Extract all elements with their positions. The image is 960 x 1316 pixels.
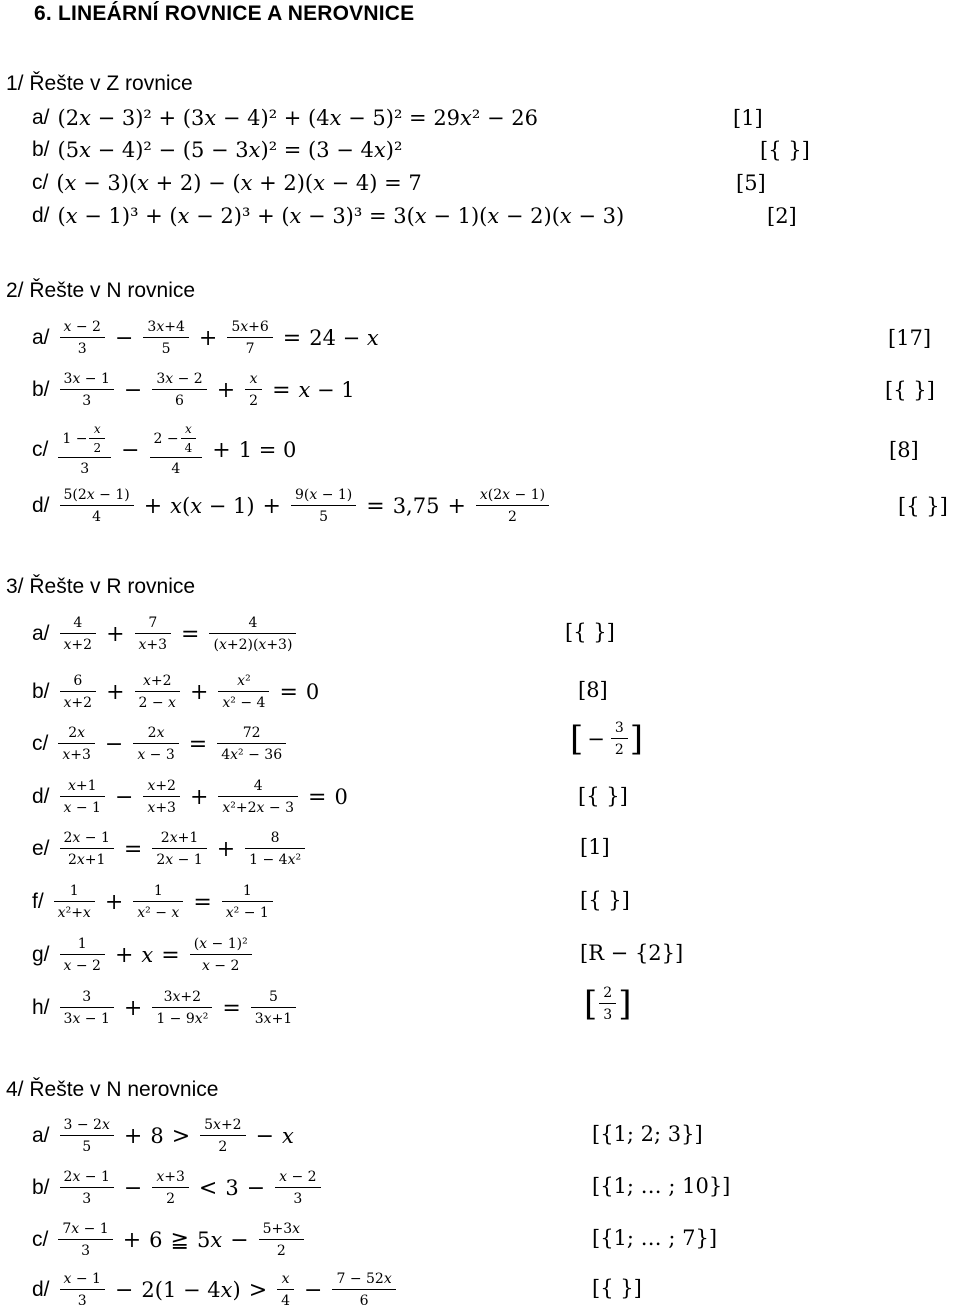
answer-4d: [{ }] — [592, 1276, 642, 1300]
section-1-heading: 1/ Řešte v Z rovnice — [6, 72, 193, 95]
section-4-heading: 4/ Řešte v N nerovnice — [6, 1078, 219, 1101]
fraction: 5x+2 2 — [200, 1117, 245, 1155]
compound-fraction: 2 − x 4 4 — [150, 423, 203, 477]
answer-1b: [{ }] — [760, 138, 810, 162]
label-h: h/ — [32, 996, 50, 1019]
answer-2a: [17] — [888, 326, 932, 350]
label-c: c/ — [32, 732, 49, 755]
label-b: b/ — [32, 138, 50, 161]
fraction: 1 x − 2 — [60, 936, 105, 974]
fraction: $\frac{x(2x - 1)}{2}$ — [476, 487, 549, 525]
fraction: $\frac{5}{3x+1}$ — [251, 989, 296, 1027]
equation-3h: h/ 3 3x − 1 + $\frac{3x+2}{\text{1 − 9x²}}$ = $\frac{5}{3x+1}$ — [32, 982, 298, 1034]
label-a: a/ — [32, 1124, 50, 1147]
label-a: a/ — [32, 326, 50, 349]
fraction: x − 1 3 — [60, 1271, 105, 1309]
expression: (2x − 3)² + (3x − 4)² + (4x − 5)² = 29x² − 26 — [57, 106, 538, 130]
fraction: $\frac{8}{\text{1 − 4x²}}$ — [245, 830, 305, 868]
label-d: d/ — [32, 1278, 50, 1301]
inequality-4c: c/ 7x − 1 3 + 6 ≧ 5x − $\frac{5+3x}{2}$ — [32, 1214, 306, 1266]
fraction: 4 x+2 — [60, 615, 97, 653]
compound-fraction: 1 − x 2 3 — [58, 423, 111, 477]
label-c: c/ — [32, 171, 49, 194]
label-f: f/ — [32, 890, 44, 913]
fraction: $\frac{4}{\text{x²+2x − 3}}$ — [218, 778, 298, 816]
fraction: $\frac{5+3x}{2}$ — [259, 1221, 304, 1259]
answer-3d: [{ }] — [578, 784, 628, 808]
fraction: $\frac{4}{(x+2)(x+3)}$ — [209, 615, 296, 653]
page-title: 6. LINEÁRNÍ ROVNICE A NEROVNICE — [34, 2, 415, 25]
fraction: $\frac{1}{\text{x² − 1}}$ — [222, 883, 273, 921]
answer-2c: [8] — [889, 438, 919, 462]
answer-3f: [{ }] — [580, 888, 630, 912]
fraction: $\frac{1}{\text{x² − x}}$ — [133, 883, 183, 921]
answer-4b: [{1; … ; 10}] — [592, 1174, 731, 1198]
fraction: 3x − 1 3 — [60, 371, 114, 409]
answer-1c: [5] — [736, 171, 766, 195]
fraction: 5(2x − 1) 4 — [60, 487, 134, 525]
fraction: 3 − 2x 5 — [60, 1117, 114, 1155]
label-c: c/ — [32, 438, 49, 461]
fraction: x 4 — [277, 1271, 294, 1309]
answer-3e: [1] — [580, 835, 610, 859]
answer-1d: [2] — [767, 204, 797, 228]
fraction: 3 3x − 1 — [60, 989, 114, 1027]
fraction: $\frac{\text{x²}}{\text{x² − 4}}$ — [218, 673, 269, 711]
equation-3g: g/ 1 x − 2 + x = $\frac{\text{(x − 1)²}}{x - 2}$ — [32, 929, 254, 981]
equation-2c: c/ 1 − x 2 3 − 2 − x 4 4 + 1 = 0 — [32, 422, 297, 477]
fraction: $\frac{\text{(x − 1)²}}{x - 2}$ — [190, 936, 252, 974]
answer-3c: [ − $\frac{3}{2}$ ] — [570, 719, 644, 759]
answer-2b: [{ }] — [885, 378, 935, 402]
fraction: $\frac{x+2}{2 - x}$ — [135, 673, 180, 711]
fraction: $\frac{9(x - 1)}{5}$ — [291, 487, 356, 525]
answer-1a: [1] — [733, 106, 763, 130]
fraction: $\frac{72}{\text{4x² − 36}}$ — [217, 725, 286, 763]
label-d: d/ — [32, 494, 50, 517]
label-d: d/ — [32, 204, 50, 227]
fraction: 1 x²+x — [54, 883, 95, 921]
label-b: b/ — [32, 378, 50, 401]
fraction: x+1 x − 1 — [60, 778, 105, 816]
answer-3h: [ 2 3 ] — [584, 984, 632, 1024]
equation-2d: d/ 5(2x − 1) 4 + x(x − 1) + $\frac{9(x - 1)}{5}$ = 3,75 + $\frac{x(2x - 1)}{2}$ — [32, 480, 551, 532]
answer-3g: [R − {2}] — [580, 941, 684, 965]
fraction: 6 x+2 — [60, 673, 97, 711]
equation-3f: f/ 1 x²+x + $\frac{1}{\text{x² − x}}$ = $\frac{1}{\text{x² − 1}}$ — [32, 876, 275, 928]
answer-4a: [{1; 2; 3}] — [592, 1122, 703, 1146]
fraction: $\frac{x}{2}$ — [245, 371, 262, 409]
fraction: $\frac{3x+4}{5}$ — [143, 319, 188, 357]
equation-2b: b/ 3x − 1 3 − $\frac{3x - 2}{6}$ + $\frac{x}{2}$ = x − 1 — [32, 371, 355, 409]
fraction: 2x x+3 — [58, 725, 95, 763]
fraction: $\frac{x+3}{2}$ — [152, 1169, 189, 1207]
label-d: d/ — [32, 785, 50, 808]
fraction: x − 2 3 — [60, 319, 105, 357]
label-e: e/ — [32, 837, 50, 860]
inequality-4d: d/ x − 1 3 − 2(1 − 4x) > x 4 − $\frac{7 - 52x}{6}$ — [32, 1264, 398, 1316]
fraction: $\frac{2x+1}{2x - 1}$ — [152, 830, 206, 868]
equation-3d: d/ x+1 x − 1 − $\frac{x+2}{x+3}$ + $\frac{4}{\text{x²+2x − 3}}$ = 0 — [32, 778, 348, 816]
inequality-4b: b/ 2x − 1 3 − $\frac{x+3}{2}$ < 3 − $\frac{x - 2}{3}$ — [32, 1162, 323, 1214]
expression: (5x − 4)² − (5 − 3x)² = (3 − 4x)² — [57, 138, 403, 162]
expression: (x − 1)³ + (x − 2)³ + (x − 3)³ = 3(x − 1)(x − 2)(x − 3) — [57, 204, 625, 228]
fraction: $\frac{3x+2}{\text{1 − 9x²}}$ — [152, 989, 212, 1027]
inequality-4a: a/ 3 − 2x 5 + 8 > 5x+2 2 − x — [32, 1117, 294, 1155]
answer-fraction: $\frac{3}{2}$ — [611, 720, 628, 758]
answer-fraction: 2 3 — [599, 985, 616, 1023]
fraction: $\frac{x+2}{x+3}$ — [143, 778, 180, 816]
answer-3b: [8] — [578, 678, 608, 702]
answer-4c: [{1; … ; 7}] — [592, 1226, 718, 1250]
label-a: a/ — [32, 106, 50, 129]
fraction: $\frac{7}{x+3}$ — [135, 615, 172, 653]
fraction: $\frac{7 - 52x}{6}$ — [332, 1271, 395, 1309]
expression: (x − 3)(x + 2) − (x + 2)(x − 4) = 7 — [56, 171, 422, 195]
fraction: $\frac{5x+6}{7}$ — [227, 319, 272, 357]
equation-3b: b/ 6 x+2 + $\frac{x+2}{2 - x}$ + $\frac{\text{x²}}{\text{x² − 4}}$ = 0 — [32, 673, 320, 711]
equation-1d — [32, 194, 624, 238]
fraction: 7x − 1 3 — [58, 1221, 112, 1259]
section-2-heading: 2/ Řešte v N rovnice — [6, 279, 196, 302]
fraction: $\frac{x - 2}{3}$ — [275, 1169, 320, 1207]
label-b: b/ — [32, 680, 50, 703]
equation-3c: c/ 2x x+3 − $\frac{2x}{x - 3}$ = $\frac{72}{\text{4x² − 36}}$ — [32, 718, 288, 770]
equation-3a: a/ 4 x+2 + $\frac{7}{x+3}$ = $\frac{4}{(x+2)(x+3)}$ — [32, 608, 298, 660]
equation-2a: a/ x − 2 3 − $\frac{3x+4}{5}$ + $\frac{5x+6}{7}$ = 24 − x — [32, 319, 379, 357]
fraction: $\frac{2x}{x - 3}$ — [133, 725, 178, 763]
section-3-heading: 3/ Řešte v R rovnice — [6, 575, 196, 598]
label-a: a/ — [32, 622, 50, 645]
fraction: 2x − 1 3 — [60, 1169, 114, 1207]
label-g: g/ — [32, 943, 50, 966]
fraction: $\frac{3x - 2}{6}$ — [152, 371, 206, 409]
label-b: b/ — [32, 1176, 50, 1199]
fraction: $\frac{2x - 1}{2x+1}$ — [60, 830, 114, 868]
answer-2d: [{ }] — [898, 494, 948, 518]
equation-3e: e/ $\frac{2x - 1}{2x+1}$ = $\frac{2x+1}{2x - 1}$ + $\frac{8}{\text{1 − 4x²}}$ — [32, 823, 307, 875]
answer-3a: [{ }] — [565, 620, 615, 644]
label-c: c/ — [32, 1228, 49, 1251]
